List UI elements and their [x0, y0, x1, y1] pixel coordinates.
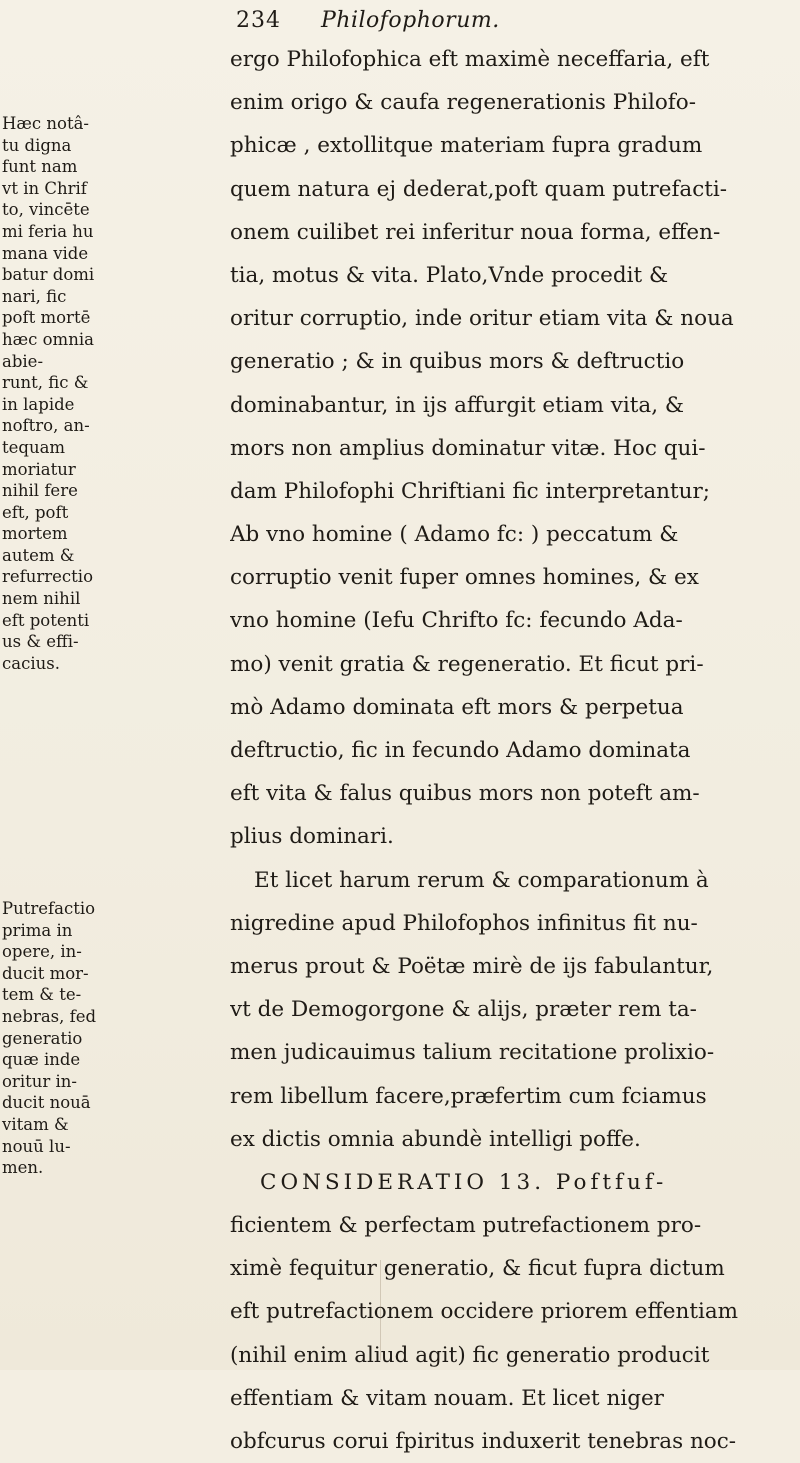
margin-note-line: to, vincēte [2, 200, 90, 220]
margin-note-line: generatio [2, 1028, 83, 1048]
text-line: phicæ , extollitque materiam fupra gradum [230, 133, 703, 159]
margin-note-line: batur domi [2, 265, 95, 285]
margin-note-line: eft potenti [2, 610, 90, 630]
text-line: dam Philofophi Chriftiani fic interpretantur; [230, 478, 710, 504]
margin-note-1 [2, 113, 227, 674]
text-line: mors non amplius dominatur vitæ. Hoc qui- [230, 435, 706, 461]
margin-note-line: mana vide [2, 243, 89, 263]
text-line: oritur corruptio, inde oritur etiam vita & noua [230, 306, 734, 332]
text-line: quem natura ej dederat,poft quam putrefacti- [230, 176, 728, 202]
margin-note-line: nihil fere [2, 481, 78, 501]
text-line: deftructio, fic in fecundo Adamo dominata [230, 738, 691, 763]
text-line: eft putrefactionem occidere priorem effentiam [230, 1299, 739, 1325]
margin-note-line: poft mortē [2, 308, 91, 328]
margin-note-line: tem & te- [2, 985, 82, 1005]
margin-note-line: nebras, fed [2, 1006, 97, 1026]
margin-note-line: abie- [2, 351, 44, 371]
text-line: vt de Demogorgone & alijs, præter rem ta- [230, 997, 697, 1023]
text-line: rem libellum facere,præfertim cum fciamus [230, 1083, 707, 1109]
margin-note-line: mi feria hu [2, 221, 94, 241]
consideratio-heading: CONSIDERATIO 13. Poftfuf- [260, 1169, 668, 1195]
margin-note-line: men. [2, 1158, 44, 1178]
text-line: merus prout & Poëtæ mirè de ijs fabulantur, [230, 953, 714, 979]
margin-note-line: oritur in- [2, 1071, 77, 1091]
margin-note-line: vt in Chrif [2, 178, 87, 198]
text-line: corruptio venit fuper omnes homines, & ex [230, 565, 699, 591]
margin-note-line: in lapide [2, 394, 75, 414]
margin-note-line: vitam & [2, 1114, 69, 1134]
text-line: generatio ; & in quibus mors & deftructio [230, 349, 685, 375]
text-line: effentiam & vitam nouam. Et licet niger [230, 1385, 664, 1411]
text-line: ergo Philofophica eft maximè neceffaria, eft [230, 47, 710, 72]
body-text [230, 38, 795, 1463]
margin-note-line: funt nam [2, 157, 78, 177]
margin-note-line: quæ inde [2, 1050, 81, 1070]
margin-note-line: noftro, an- [2, 416, 90, 436]
margin-note-line: moriatur [2, 459, 76, 479]
page-header [236, 8, 796, 38]
margin-note-line: runt, fic & [2, 373, 89, 393]
text-line: mò Adamo dominata eft mors & perpetua [230, 694, 684, 720]
text-line: ficientem & perfectam putrefactionem pro- [230, 1213, 702, 1239]
margin-note-line: prima in [2, 920, 73, 940]
text-line: plius dominari. [230, 824, 394, 850]
margin-note-line: opere, in- [2, 942, 82, 962]
text-line: tia, motus & vita. Plato,Vnde procedit & [230, 262, 669, 288]
margin-note-line: Putrefactio [2, 899, 96, 918]
margin-note-line: refurrectio [2, 567, 94, 587]
text-line: obfcurus corui fpiritus induxerit tenebras noc- [230, 1429, 737, 1454]
text-line: (nihil enim aliud agit) fic generatio producit [230, 1342, 710, 1368]
margin-note-line: hæc omnia [2, 329, 94, 349]
margin-note-line: tequam [2, 437, 66, 457]
margin-note-line: cacius. [2, 653, 60, 673]
margin-note-line: mortem [2, 524, 68, 544]
margin-note-line: nem nihil [2, 589, 81, 609]
text-line: mo) venit gratia & regeneratio. Et ficut pri- [230, 651, 704, 677]
text-line: men judicauimus talium recitatione prolixio- [230, 1040, 715, 1066]
paper-stain-mark [380, 1260, 381, 1360]
text-line: onem cuilibet rei inferitur noua forma, effen- [230, 219, 721, 245]
text-line: eft vita & falus quibus mors non poteft am- [230, 781, 700, 807]
margin-note-line: autem & [2, 545, 75, 565]
margin-note-line: ducit nouā [2, 1093, 91, 1113]
margin-note-line: nouū lu- [2, 1136, 71, 1156]
text-line: dominabantur, in ijs affurgit etiam vita, & [230, 392, 684, 418]
text-line: ex dictis omnia abundè intelligi poffe. [230, 1126, 641, 1152]
margin-note-line: Hæc notâ- [2, 114, 89, 133]
margin-note-line: ducit mor- [2, 963, 89, 983]
text-line: vno homine (Iefu Chrifto fc: fecundo Ada- [230, 608, 683, 634]
text-line: Ab vno homine ( Adamo fc: ) peccatum & [230, 522, 679, 548]
margin-note-line: nari, fic [2, 286, 67, 306]
text-line: enim origo & caufa regenerationis Philofo- [230, 90, 696, 116]
text-line: nigredine apud Philofophos infinitus fit nu- [230, 910, 698, 936]
margin-note-line: eft, poft [2, 502, 69, 522]
page-number: 234 [236, 8, 281, 33]
margin-note-line: tu digna [2, 135, 72, 155]
margin-note-2 [2, 898, 227, 1179]
paragraph-start-line: Et licet harum rerum & comparationum à [254, 867, 709, 893]
running-title: Philofophorum. [321, 8, 500, 33]
margin-note-line: us & effi- [2, 632, 79, 652]
text-line: ximè fequitur generatio, & ficut fupra dictum [230, 1256, 725, 1282]
